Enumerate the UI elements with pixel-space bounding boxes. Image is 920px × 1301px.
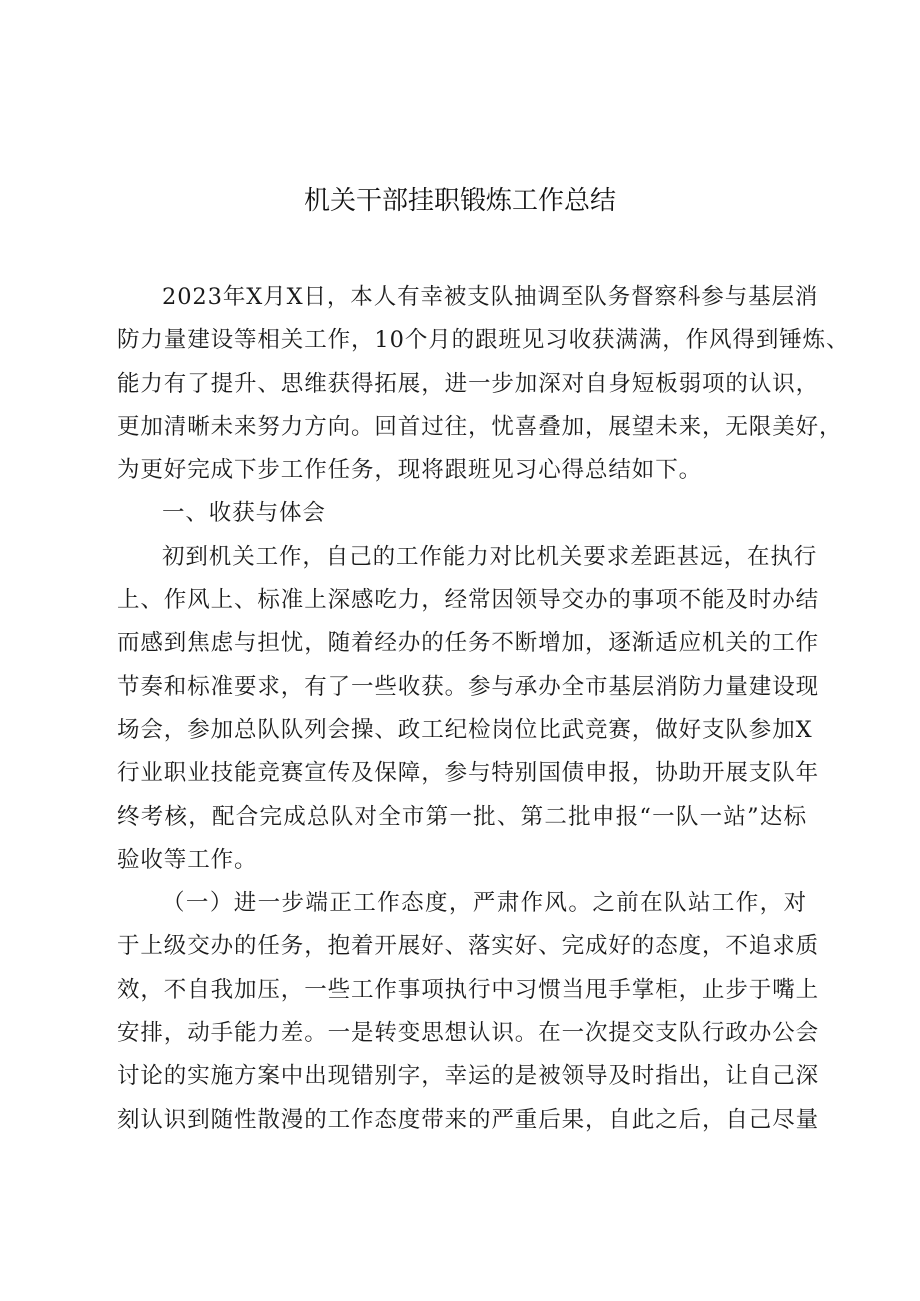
- document-body: [117, 276, 850, 1142]
- section-line: 而感到焦虑与担忧，随着经办的任务不断增加，逐渐适应机关的工作: [117, 630, 820, 657]
- subsection-line: 安排，动手能力差。一是转变思想认识。在一次提交支队行政办公会: [117, 1020, 820, 1047]
- intro-line: 防力量建设等相关工作，10个月的跟班见习收获满满，作风得到锤炼、: [117, 327, 850, 354]
- intro-line: 为更好完成下步工作任务，现将跟班见习心得总结如下。: [117, 457, 703, 484]
- section-heading: 一、收获与体会: [162, 500, 326, 527]
- section-paragraph: [117, 536, 820, 882]
- intro-paragraph: [117, 276, 850, 492]
- subsection-line: 于上级交办的任务，抱着开展好、落实好、完成好的态度，不追求质: [117, 933, 820, 960]
- section-line: 场会，参加总队队列会操、政工纪检岗位比武竞赛，做好支队参加X: [117, 716, 813, 743]
- document-title: 机关干部挂职锻炼工作总结: [303, 186, 616, 216]
- subsection-line: 刻认识到随性散漫的工作态度带来的严重后果，自此之后，自己尽量: [117, 1106, 820, 1133]
- subsection-paragraph: [117, 882, 820, 1142]
- section-line: 初到机关工作，自己的工作能力对比机关要求差距甚远，在执行: [162, 543, 818, 570]
- section-line: 上、作风上、标准上深感吃力，经常因领导交办的事项不能及时办结: [117, 587, 820, 614]
- section-line: 终考核，配合完成总队对全市第一批、第二批申报“一队一站”达标: [117, 803, 807, 830]
- subsection-line: 讨论的实施方案中出现错别字，幸运的是被领导及时指出，让自己深: [117, 1063, 820, 1090]
- intro-line: 能力有了提升、思维获得拓展，进一步加深对自身短板弱项的认识，: [117, 370, 820, 397]
- section-line: 节奏和标准要求，有了一些收获。参与承办全市基层消防力量建设现: [117, 673, 820, 700]
- section-line: 验收等工作。: [117, 846, 258, 873]
- intro-line: 更加清晰未来努力方向。回首过往，忧喜叠加，展望未来，无限美好，: [117, 413, 843, 440]
- subsection-line: 效，不自我加压，一些工作事项执行中习惯当甩手掌柜，止步于嘴上: [117, 976, 820, 1003]
- intro-line: 2023年X月X日，本人有幸被支队抽调至队务督察科参与基层消: [162, 284, 819, 310]
- subsection-line: （一）进一步端正工作态度，严肃作风。之前在队站工作，对: [162, 890, 807, 917]
- section-line: 行业职业技能竞赛宣传及保障，参与特别国债申报，协助开展支队年: [117, 760, 820, 787]
